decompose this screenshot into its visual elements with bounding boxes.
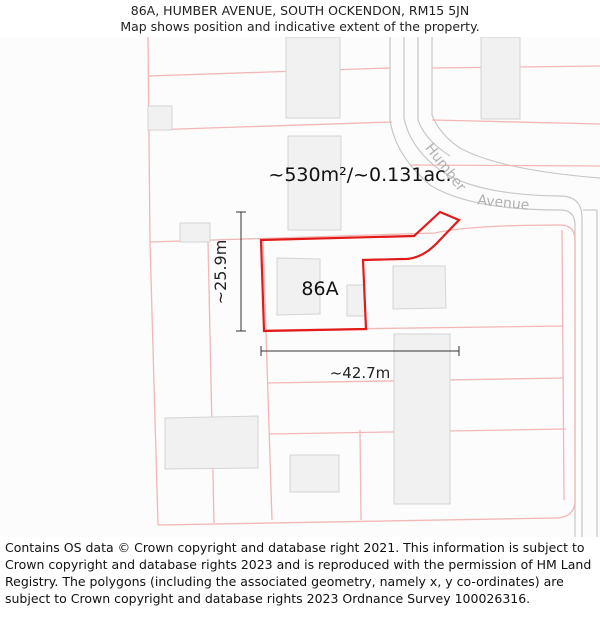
copyright-notice: Contains OS data © Crown copyright and database right 2021. This information is subject to Crown copyright and database rights 2023 and is reproduced with the permission of HM Land Registry. The polygons (including the associated geometry, namely x, y co-ordinates) are subject to Crown copyright and database rights 2023 Ordnance Survey 100026316. (5, 540, 592, 606)
building (481, 37, 520, 119)
map-canvas (0, 37, 600, 537)
building (180, 223, 210, 242)
map-subtitle: Map shows position and indicative extent of the property. (120, 19, 480, 34)
height-label: ~25.9m (211, 239, 230, 305)
width-label: ~42.7m (329, 364, 391, 382)
area-label: ~530m²/~0.131ac. (268, 164, 452, 186)
property-label: 86A (301, 278, 339, 300)
building (148, 106, 172, 130)
road-label-avenue: Avenue (476, 192, 531, 214)
building (165, 416, 258, 469)
building (347, 285, 365, 316)
building (290, 455, 339, 492)
map-header (0, 0, 600, 37)
road-label-humber: Humber (421, 140, 469, 195)
property-map[interactable] (0, 37, 600, 537)
property-address: 86A, HUMBER AVENUE, SOUTH OCKENDON, RM15 5JN (130, 3, 470, 18)
building (393, 266, 446, 309)
building (394, 334, 450, 504)
building (286, 37, 340, 118)
